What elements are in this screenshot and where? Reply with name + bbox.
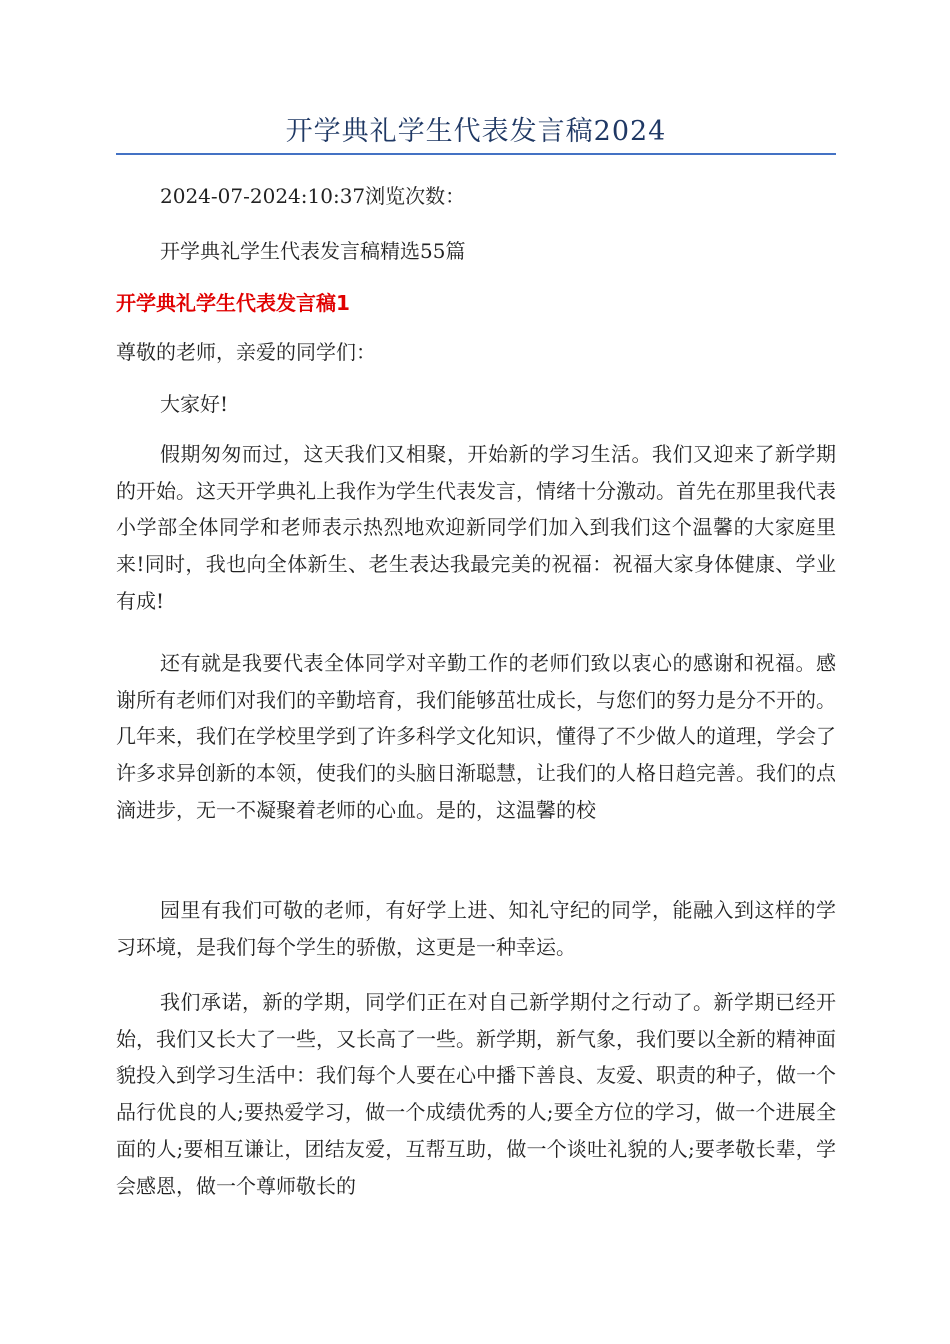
title-divider (116, 153, 836, 155)
post-meta: 2024-07-2024:10:37浏览次数： (160, 184, 466, 208)
salutation: 尊敬的老师，亲爱的同学们： (116, 340, 376, 364)
body-paragraph: 还有就是我要代表全体同学对辛勤工作的老师们致以衷心的感谢和祝福。感谢所有老师们对我们的辛勤培育，我们能够茁壮成长，与您们的努力是分不开的。几年来，我们在学校里学到了许多科学文化知识，懂得了不少做人的道理，学会了许多求异创新的本领，使我们的头脑日渐聪慧，让我们的人格日趋完善。我们的点滴进步，无一不凝聚着老师的心血。是的，这温馨的校 (116, 651, 836, 822)
body-paragraph: 园里有我们可敬的老师，有好学上进、知礼守纪的同学，能融入到这样的学习环境，是我们每个学生的骄傲，这更是一种幸运。 (116, 898, 836, 959)
document-subtitle: 开学典礼学生代表发言稿精选55篇 (160, 239, 466, 263)
document-title: 开学典礼学生代表发言稿2024 (285, 116, 667, 147)
body-paragraph: 我们承诺，新的学期，同学们正在对自己新学期付之行动了。新学期已经开始，我们又长大了一些，又长高了一些。新学期，新气象，我们要以全新的精神面貌投入到学习生活中：我们每个人要在心中播下善良、友爱、职责的种子，做一个品行优良的人;要热爱学习，做一个成绩优秀的人;要全方位的学习，做一个进展全面的人;要相互谦让，团结友爱，互帮互助，做一个谈吐礼貌的人;要孝敬长辈，学会感恩，做一个尊师敬长的 (116, 990, 836, 1198)
section-heading: 开学典礼学生代表发言稿1 (116, 291, 350, 315)
body-paragraph: 假期匆匆而过，这天我们又相聚，开始新的学习生活。我们又迎来了新学期的开始。这天开学典礼上我作为学生代表发言，情绪十分激动。首先在那里我代表小学部全体同学和老师表示热烈地欢迎新同学们加入到我们这个温馨的大家庭里来!同时，我也向全体新生、老生表达我最完美的祝福：祝福大家身体健康、学业有成! (116, 442, 836, 613)
greeting: 大家好! (160, 392, 229, 416)
